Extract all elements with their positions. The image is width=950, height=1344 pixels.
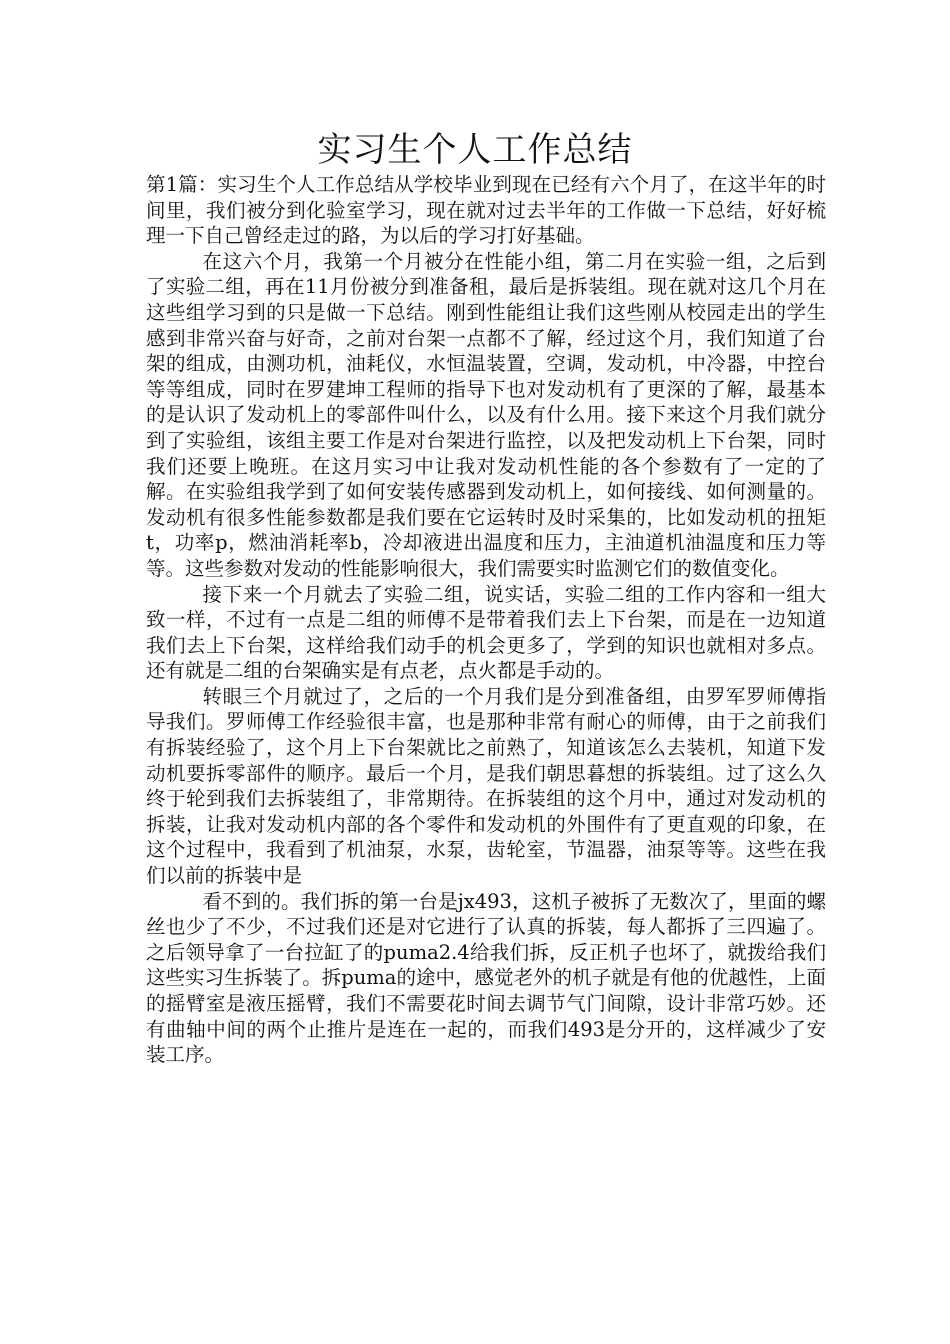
paragraph-5: 看不到的。我们拆的第一台是jx493，这机子被拆了无数次了，里面的螺丝也少了不少，不过我们还是对它进行了认真的拆装，每人都拆了三四遍了。之后领导拿了一台拉缸了的puma2.4给我们拆，反正机子也坏了，就拨给我们这些实习生拆装了。拆puma的途中，感觉老外的机子就是有他的优越性，上面的摇臂室是液压摇臂，我们不需要花时间去调节气门间隙，设计非常巧妙。还有曲轴中间的两个止推片是连在一起的，而我们493是分开的，这样减少了安装工序。 <box>146 889 826 1067</box>
paragraph-4: 转眼三个月就过了，之后的一个月我们是分到准备组，由罗军罗师傅指导我们。罗师傅工作经验很丰富，也是那种非常有耐心的师傅，由于之前我们有拆装经验了，这个月上下台架就比之前熟了，知道该怎么去装机，知道下发动机要拆零部件的顺序。最后一个月，是我们朝思暮想的拆装组。过了这么久终于轮到我们去拆装组了，非常期待。在拆装组的这个月中，通过对发动机的拆装，让我对发动机内部的各个零件和发动机的外围件有了更直观的印象，在这个过程中，我看到了机油泵，水泵，齿轮室，节温器，油泵等等。这些在我们以前的拆装中是 <box>146 684 826 888</box>
paragraph-3: 接下来一个月就去了实验二组，说实话，实验二组的工作内容和一组大致一样，不过有一点是二组的师傅不是带着我们去上下台架，而是在一边知道我们去上下台架，这样给我们动手的机会更多了，学到的知识也就相对多点。还有就是二组的台架确实是有点老，点火都是手动的。 <box>146 582 826 683</box>
document-title: 实习生个人工作总结 <box>317 130 633 170</box>
paragraph-1: 第1篇：实习生个人工作总结从学校毕业到现在已经有六个月了，在这半年的时间里，我们被分到化验室学习，现在就对过去半年的工作做一下总结，好好梳理一下自己曾经走过的路，为以后的学习打好基础。 <box>146 173 826 248</box>
document-body <box>146 172 826 1068</box>
paragraph-2: 在这六个月，我第一个月被分在性能小组，第二月在实验一组，之后到了实验二组，再在11月份被分到准备租，最后是拆装组。现在就对这几个月在这些组学习到的只是做一下总结。刚到性能组让我们这些刚从校园走出的学生感到非常兴奋与好奇，之前对台架一点都不了解，经过这个月，我们知道了台架的组成，由测功机，油耗仪，水恒温装置，空调，发动机，中冷器，中控台等等组成，同时在罗建坤工程师的指导下也对发动机有了更深的了解，最基本的是认识了发动机上的零部件叫什么，以及有什么用。接下来这个月我们就分到了实验组，该组主要工作是对台架进行监控，以及把发动机上下台架，同时我们还要上晚班。在这月实习中让我对发动机性能的各个参数有了一定的了解。在实验组我学到了如何安装传感器到发动机上，如何接线、如何测量的。发动机有很多性能参数都是我们要在它运转时及时采集的，比如发动机的扭矩t，功率p，燃油消耗率b，冷却液进出温度和压力，主油道机油温度和压力等等。这些参数对发动的性能影响很大，我们需要实时监测它们的数值变化。 <box>146 249 826 580</box>
